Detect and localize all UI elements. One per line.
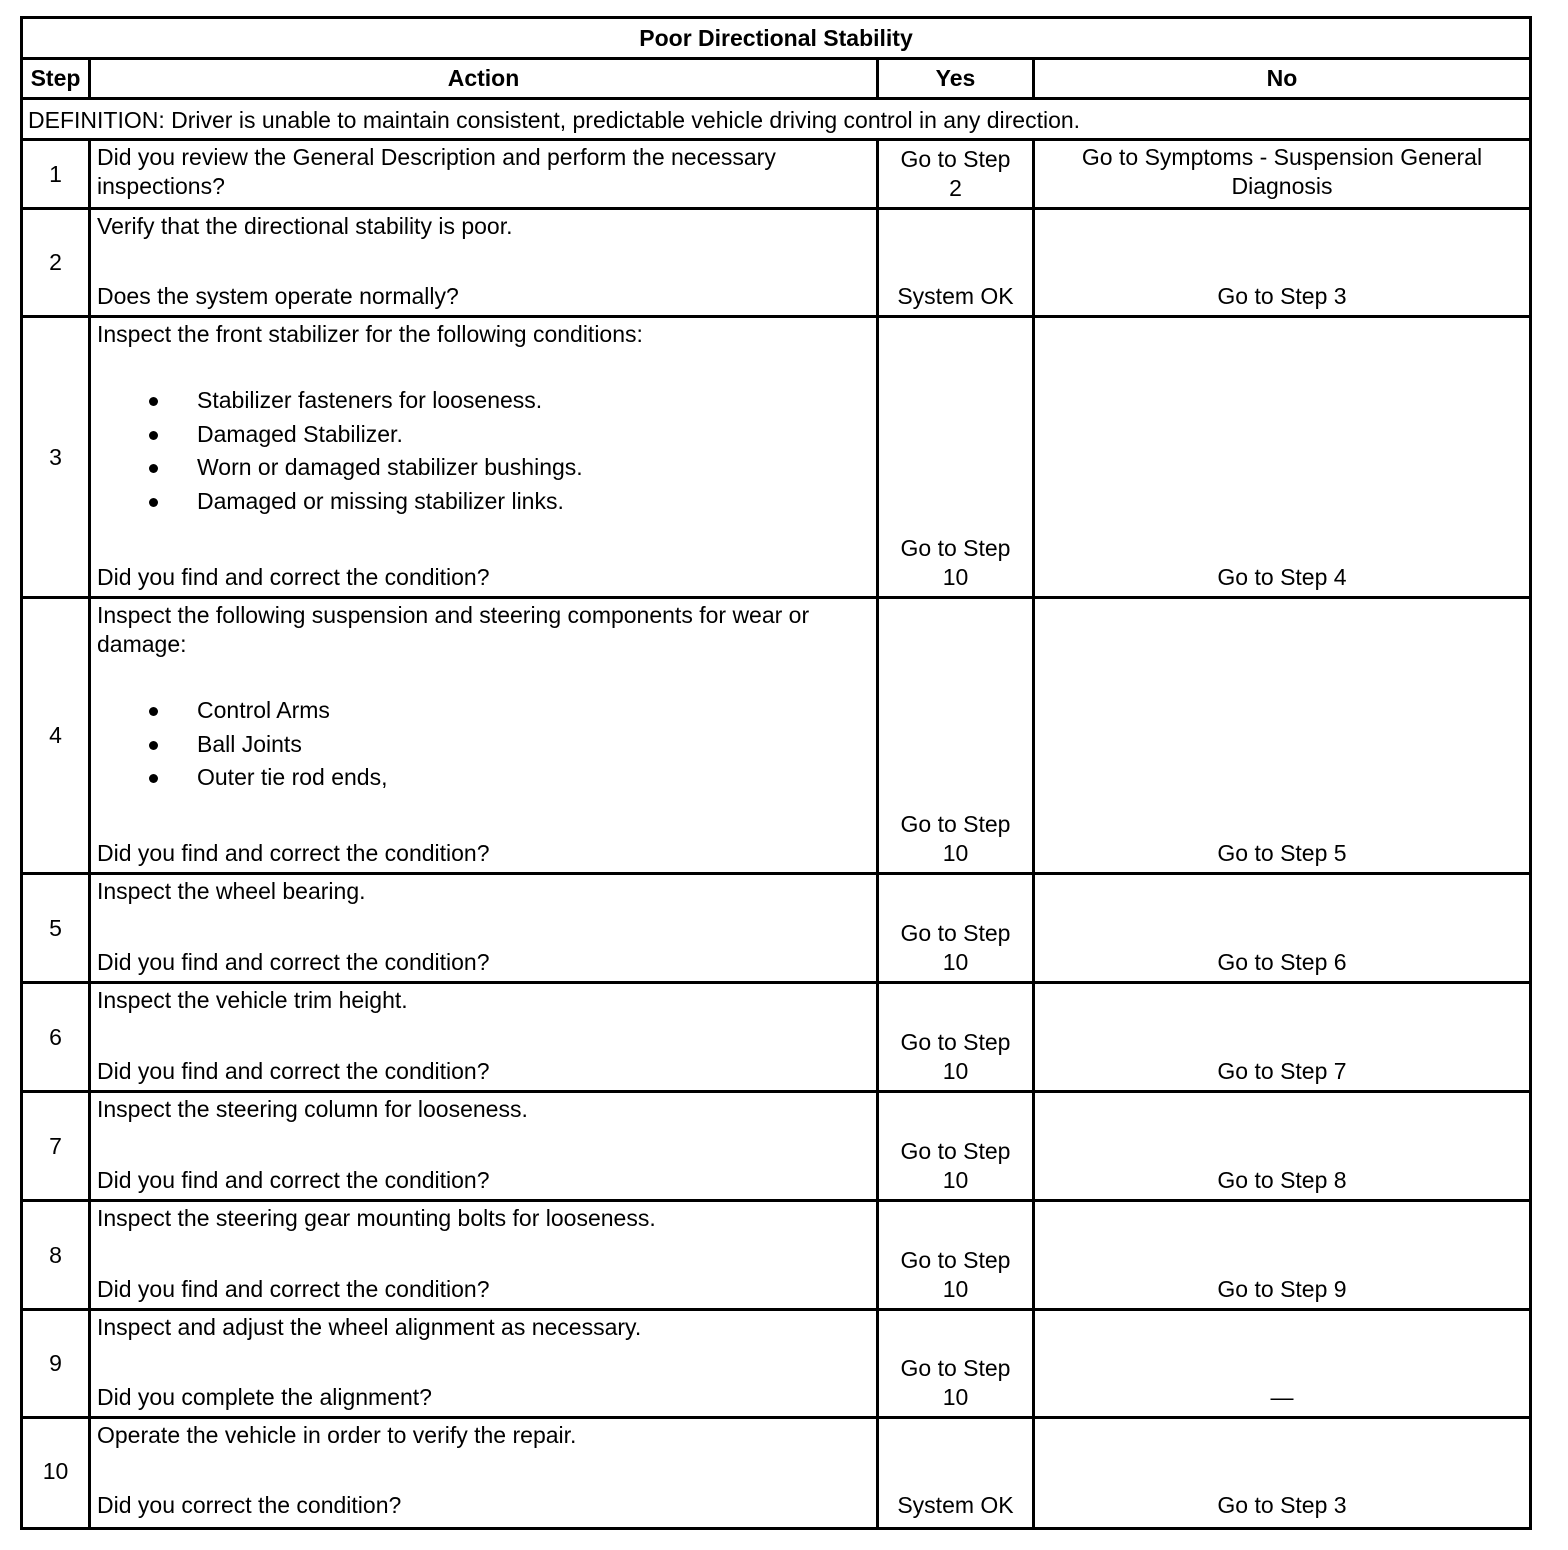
action-question: Did you find and correct the condition? xyxy=(97,1276,490,1302)
yes-result-text: System OK xyxy=(897,1492,1014,1518)
column-divider xyxy=(88,141,91,1527)
no-result-text: Go to Step 3 xyxy=(1217,283,1347,309)
condition-item: Outer tie rod ends, xyxy=(97,761,870,795)
yes-result-text: Go to Step 10 xyxy=(900,811,1011,866)
header-action: Action xyxy=(447,65,520,91)
action-instruction: Verify that the directional stability is poor. xyxy=(97,213,513,239)
header-yes: Yes xyxy=(935,65,976,91)
action-instruction: Inspect and adjust the wheel alignment as necessary. xyxy=(97,1314,642,1340)
no-result-text: Go to Step 5 xyxy=(1217,840,1347,866)
no-result-text: Go to Symptoms - Suspension General Diagnosis xyxy=(1081,144,1483,199)
no-result xyxy=(1035,318,1529,596)
action-instruction: Inspect the front stabilizer for the following conditions: xyxy=(97,321,643,347)
yes-result-text: Go to Step 2 xyxy=(900,146,1011,201)
definition-text: DEFINITION: Driver is unable to maintain consistent, predictable vehicle driving control in any direction. xyxy=(28,107,1081,133)
action-cell xyxy=(91,984,876,1090)
table-title: Poor Directional Stability xyxy=(639,25,913,51)
step-number: 10 xyxy=(42,1458,69,1484)
yes-result-text: Go to Step 10 xyxy=(900,1247,1011,1302)
condition-item: Control Arms xyxy=(97,694,870,728)
action-cell xyxy=(91,141,876,207)
column-divider xyxy=(876,60,879,97)
action-question: Did you find and correct the condition? xyxy=(97,564,490,590)
no-result-text: — xyxy=(1270,1384,1294,1410)
yes-result xyxy=(879,1202,1032,1308)
step-number: 7 xyxy=(49,1132,62,1159)
step-number: 6 xyxy=(49,1023,62,1050)
action-question: Did you find and correct the condition? xyxy=(97,949,490,975)
no-result-text: Go to Step 3 xyxy=(1217,1492,1347,1518)
condition-item: Ball Joints xyxy=(97,728,870,762)
action-cell xyxy=(91,210,876,315)
column-divider xyxy=(88,60,91,97)
no-result xyxy=(1035,875,1529,981)
action-instruction: Inspect the following suspension and steering components for wear or damage: xyxy=(97,602,810,657)
action-cell xyxy=(91,1419,876,1524)
yes-result xyxy=(879,875,1032,981)
action-content xyxy=(97,143,870,207)
action-question: Does the system operate normally? xyxy=(97,283,459,309)
no-result xyxy=(1035,141,1529,207)
yes-result xyxy=(879,1311,1032,1416)
yes-result xyxy=(879,210,1032,315)
yes-result-text: Go to Step 10 xyxy=(900,1355,1011,1410)
no-result-text: Go to Step 6 xyxy=(1217,949,1347,975)
action-content xyxy=(97,1095,870,1199)
condition-item: Worn or damaged stabilizer bushings. xyxy=(97,451,870,485)
action-question: Did you correct the condition? xyxy=(97,1492,402,1518)
diagnostic-table xyxy=(20,16,1532,1530)
column-divider xyxy=(876,141,879,1527)
yes-result-text: Go to Step 10 xyxy=(900,1029,1011,1084)
step-number: 1 xyxy=(49,160,62,187)
step-number: 2 xyxy=(49,249,62,275)
yes-result xyxy=(879,1419,1032,1524)
action-cell xyxy=(91,1093,876,1199)
condition-item: Damaged Stabilizer. xyxy=(97,418,870,452)
no-result-text: Go to Step 8 xyxy=(1217,1167,1347,1193)
action-instruction: Inspect the steering column for looseness. xyxy=(97,1096,528,1122)
yes-result-text: Go to Step 10 xyxy=(900,920,1011,975)
action-instruction: Inspect the steering gear mounting bolts for looseness. xyxy=(97,1205,656,1231)
action-cell xyxy=(91,318,876,596)
header-step: Step xyxy=(30,65,81,91)
yes-result xyxy=(879,318,1032,596)
action-instruction: Operate the vehicle in order to verify the repair. xyxy=(97,1422,577,1448)
yes-result xyxy=(879,1093,1032,1199)
action-content xyxy=(97,1313,870,1416)
yes-result-text: Go to Step 10 xyxy=(900,1138,1011,1193)
yes-result-text: System OK xyxy=(897,283,1014,309)
no-result xyxy=(1035,599,1529,872)
no-result xyxy=(1035,210,1529,315)
action-content xyxy=(97,986,870,1090)
no-result xyxy=(1035,1311,1529,1416)
condition-list xyxy=(97,384,870,518)
action-question: Did you complete the alignment? xyxy=(97,1384,432,1410)
condition-item: Damaged or missing stabilizer links. xyxy=(97,485,870,519)
column-divider xyxy=(1032,60,1035,97)
no-result-text: Go to Step 7 xyxy=(1217,1058,1347,1084)
action-content xyxy=(97,877,870,981)
step-number: 3 xyxy=(49,443,62,470)
condition-list xyxy=(97,694,870,795)
no-result-text: Go to Step 9 xyxy=(1217,1276,1347,1302)
action-question: Did you find and correct the condition? xyxy=(97,1058,490,1084)
action-content xyxy=(97,1204,870,1308)
action-cell xyxy=(91,1311,876,1416)
no-result xyxy=(1035,1202,1529,1308)
step-number: 9 xyxy=(49,1350,62,1376)
action-instruction: Did you review the General Description and perform the necessary inspections? xyxy=(97,144,776,199)
step-number: 5 xyxy=(49,914,62,941)
yes-result xyxy=(879,984,1032,1090)
condition-item: Stabilizer fasteners for looseness. xyxy=(97,384,870,418)
action-cell xyxy=(91,599,876,872)
action-content xyxy=(97,320,870,596)
yes-result xyxy=(879,141,1032,207)
no-result xyxy=(1035,1093,1529,1199)
no-result xyxy=(1035,984,1529,1090)
column-divider xyxy=(1032,141,1035,1527)
step-number: 8 xyxy=(49,1241,62,1268)
header-no: No xyxy=(1266,65,1298,91)
action-question: Did you find and correct the condition? xyxy=(97,1167,490,1193)
yes-result-text: Go to Step 10 xyxy=(900,535,1011,590)
action-cell xyxy=(91,1202,876,1308)
action-content xyxy=(97,1421,870,1524)
no-result-text: Go to Step 4 xyxy=(1217,564,1347,590)
action-content xyxy=(97,601,870,872)
step-number: 4 xyxy=(49,722,62,748)
action-cell xyxy=(91,875,876,981)
action-instruction: Inspect the wheel bearing. xyxy=(97,878,366,904)
action-content xyxy=(97,212,870,315)
action-instruction: Inspect the vehicle trim height. xyxy=(97,987,408,1013)
yes-result xyxy=(879,599,1032,872)
no-result xyxy=(1035,1419,1529,1524)
action-question: Did you find and correct the condition? xyxy=(97,840,490,866)
